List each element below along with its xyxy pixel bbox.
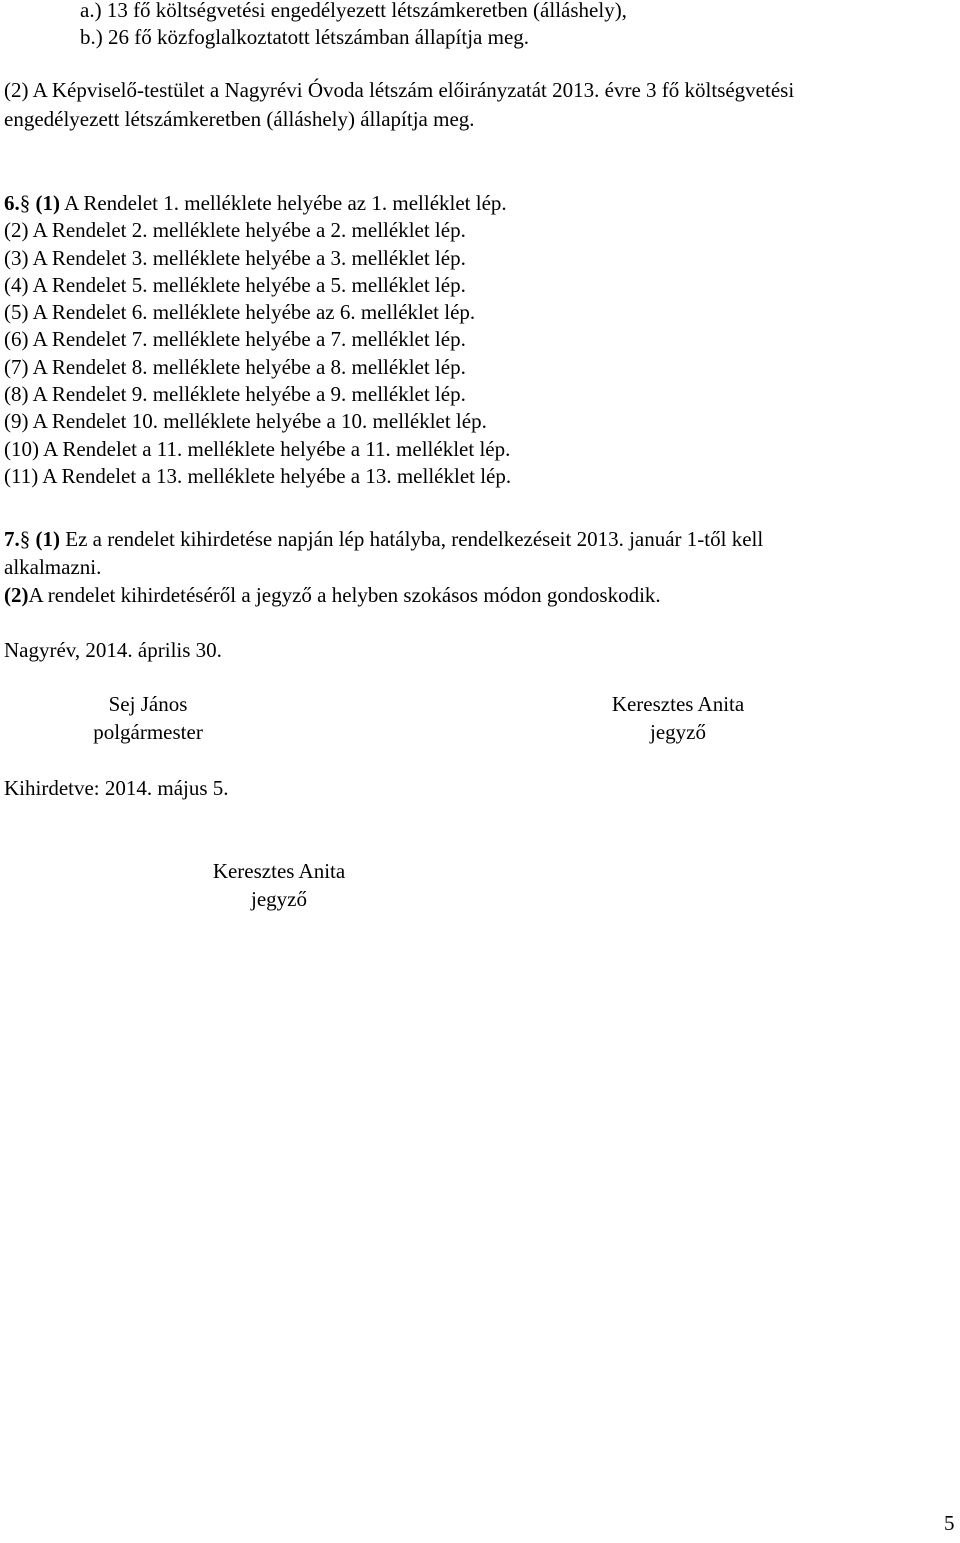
signatory-name: Sej János: [108, 692, 188, 716]
clause-line: (7) A Rendelet 8. melléklete helyébe a 8. melléklet lép.: [4, 354, 466, 379]
announcement-date: Kihirdetve: 2014. május 5.: [4, 776, 229, 800]
section-7-first-line: [4, 525, 763, 553]
signatory-title: jegyző: [650, 720, 706, 744]
clause-line: (8) A Rendelet 9. melléklete helyébe a 9. melléklet lép.: [4, 382, 466, 407]
clause-line: (6) A Rendelet 7. melléklete helyébe a 7. melléklet lép.: [4, 327, 466, 352]
clause-line: (3) A Rendelet 3. melléklete helyébe a 3. melléklet lép.: [4, 245, 466, 270]
section-number: 6.: [4, 191, 20, 215]
signatory-title: polgármester: [93, 720, 203, 744]
section-6-first-line: [4, 190, 511, 217]
clause-line: (11) A Rendelet a 13. melléklete helyébe a 13. melléklet lép.: [4, 463, 512, 488]
section-6: [4, 190, 511, 490]
section-sign: §: [19, 191, 31, 215]
paragraph-line: engedélyezett létszámkeretben (álláshely) állapítja meg.: [4, 107, 475, 131]
paragraph-2: [4, 76, 794, 134]
clause-text: Ez a rendelet kihirdetése napján lép hatályba, rendelkezéseit 2013. január 1-től kell: [60, 527, 764, 551]
list-item: a.) 13 fő költségvetési engedélyezett létszámkeretben (álláshely),: [80, 0, 627, 22]
section-7: [4, 525, 763, 609]
place-and-date: Nagyrév, 2014. április 30.: [4, 638, 222, 662]
clause-line: (5) A Rendelet 6. melléklete helyébe az 6. melléklet lép.: [4, 300, 476, 325]
page-number: 5: [944, 1511, 955, 1535]
clause-number: (1): [35, 527, 60, 551]
signature-mayor: [0, 690, 298, 746]
clause-continuation: alkalmazni.: [4, 555, 102, 579]
clause-line: (4) A Rendelet 5. melléklete helyébe a 5. melléklet lép.: [4, 272, 466, 297]
clause-line: (9) A Rendelet 10. melléklete helyébe a 10. melléklet lép.: [4, 409, 487, 434]
clause-number: (1): [35, 191, 60, 215]
clause-text: A Rendelet 1. melléklete helyébe az 1. melléklet lép.: [60, 191, 507, 215]
clause-text: A rendelet kihirdetéséről a jegyző a helyben szokásos módon gondoskodik.: [28, 583, 661, 607]
section-number: 7.: [4, 527, 20, 551]
clause-number: (2): [4, 583, 29, 607]
paragraph-line: (2) A Képviselő-testület a Nagyrévi Óvoda létszám előirányzatát 2013. évre 3 fő költségvetési: [4, 78, 795, 102]
section-sign: §: [19, 527, 31, 551]
clause-line: (2) A Rendelet 2. melléklete helyébe a 2. melléklet lép.: [4, 218, 466, 243]
clause-line: (10) A Rendelet a 11. melléklete helyébe a 11. melléklet lép.: [4, 436, 511, 461]
signature-announcement: [129, 857, 429, 913]
section-7-second-line: [4, 581, 763, 609]
signatory-name: Keresztes Anita: [212, 859, 346, 883]
signatory-title: jegyző: [251, 887, 307, 911]
signatory-name: Keresztes Anita: [611, 692, 745, 716]
headcount-list: [80, 0, 627, 51]
signature-notary: [528, 690, 828, 746]
list-item: b.) 26 fő közfoglalkoztatott létszámban állapítja meg.: [80, 25, 530, 49]
